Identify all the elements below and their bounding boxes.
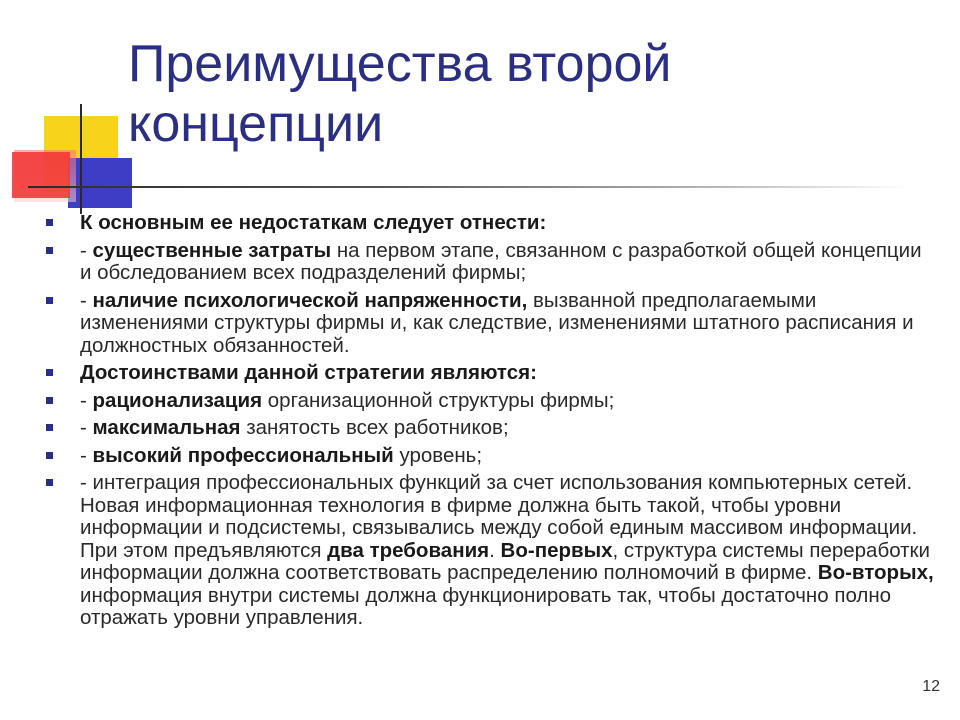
text-run: уровень; (393, 443, 483, 467)
text-run: - (80, 443, 93, 467)
bullet-text (80, 416, 509, 439)
horizontal-line-decoration (28, 186, 908, 188)
bold-run: Достоинствами данной стратегии являются: (80, 361, 537, 384)
page-number: 12 (922, 678, 940, 695)
square-bullet-icon (46, 397, 53, 404)
bold-run: рационализация (92, 388, 263, 412)
square-bullet-icon (46, 369, 53, 376)
bold-run: два требования (327, 538, 490, 562)
bullet-text (80, 289, 914, 357)
text-run: . (489, 538, 501, 562)
text-run: информация внутри системы должна функционировать так, чтобы достаточно полно отражать уровни управления. (80, 583, 892, 629)
bullet-text (80, 361, 537, 384)
text-run: - интеграция профессиональных функций за счет использования компьютерных сетей. Новая информационная технология в фирме должна быть такой, чтобы уровни информации и подсистемы, связывались между собой единым массивом информации. При этом предъявляются (80, 471, 918, 562)
square-bullet-icon (46, 247, 53, 254)
bullet-item (44, 417, 934, 440)
bullet-text (80, 239, 922, 285)
bullet-item (44, 445, 934, 468)
bold-run: Во-первых (500, 538, 613, 562)
square-bullet-icon (46, 219, 53, 226)
bullet-text (80, 389, 614, 412)
bullet-item (44, 240, 934, 285)
bullet-item (44, 390, 934, 413)
text-run: занятость всех работников; (240, 416, 509, 439)
bold-run: Во-вторых, (817, 561, 934, 584)
square-bullet-icon (46, 452, 53, 459)
vertical-line-decoration (80, 104, 82, 214)
text-run: на первом этапе, связанном с разработкой общей концепции и обследованием всех подразделений фирмы; (80, 238, 922, 284)
text-run: - (80, 238, 93, 262)
square-bullet-icon (46, 424, 53, 431)
bullet-text (80, 211, 546, 234)
bullet-item (44, 472, 934, 630)
bold-run: К основным ее недостаткам следует отнести: (80, 211, 547, 234)
blue-square-decoration (68, 158, 132, 208)
bold-run: максимальная (92, 416, 241, 439)
bold-run: существенные затраты (92, 238, 332, 262)
text-run: организационной структуры фирмы; (262, 388, 615, 412)
text-run: - (80, 416, 93, 439)
text-run: - (80, 288, 93, 312)
bullet-text (80, 444, 482, 467)
bullet-text (80, 471, 934, 629)
bold-run: наличие психологической напряженности, (92, 288, 528, 312)
square-bullet-icon (46, 479, 53, 486)
text-run: , структура системы переработки информации должна соответствовать распределению полномочий в фирме. (80, 538, 930, 584)
red-square-decoration (12, 152, 70, 198)
bold-run: высокий профессиональный (92, 443, 394, 467)
bullet-item (44, 362, 934, 385)
square-bullet-icon (46, 297, 53, 304)
text-run: - (80, 388, 93, 412)
bullet-item (44, 290, 934, 358)
text-run: вызванной предполагаемыми изменениями структуры фирмы и, как следствие, изменениями штатного расписания и должностных обязанностей. (80, 288, 914, 357)
bullet-item (44, 212, 934, 235)
bullet-list (44, 212, 934, 635)
slide-title: Преимущества второй концепции (128, 35, 672, 153)
